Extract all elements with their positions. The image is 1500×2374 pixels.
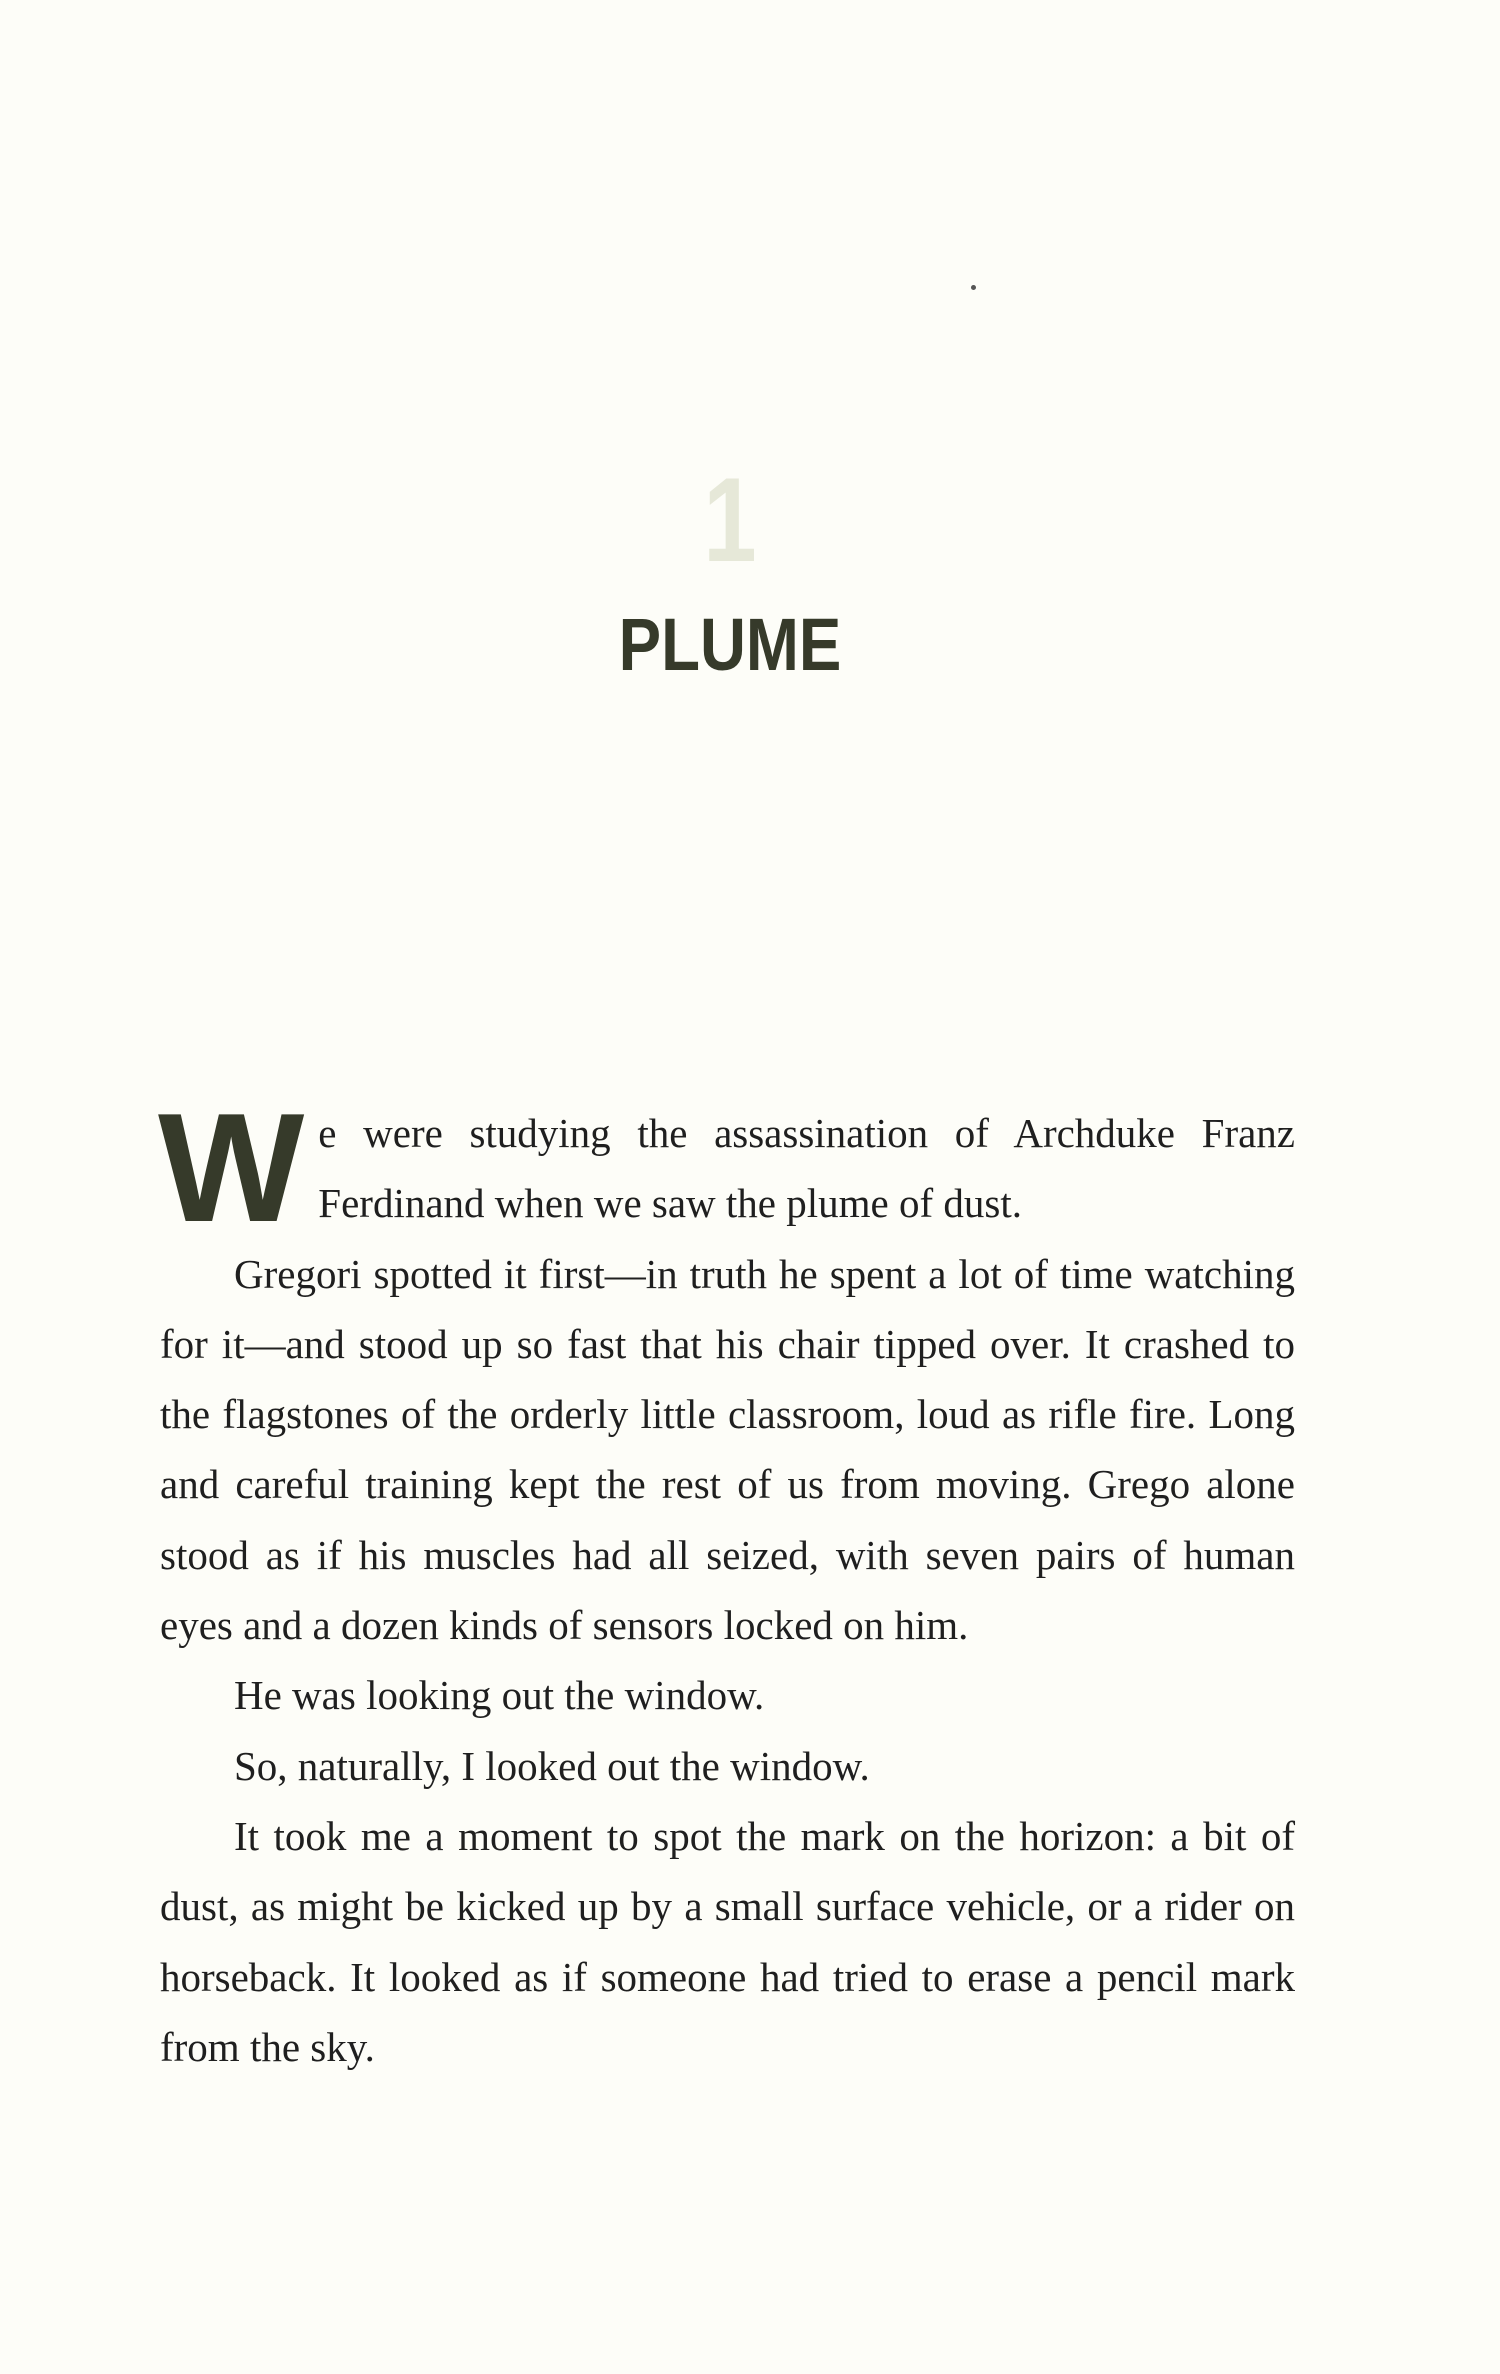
chapter-title: PLUME [618, 603, 842, 686]
paragraph-2: Gregori spotted it first—in truth he spent a lot of time watching for it—and stood up so fast that his chair tipped over. It crashed to the flagstones of the orderly little classroom, loud as rifle fire. Long and careful training kept the rest of us from moving. Grego alone stood as if his muscles had all seized, with seven pairs of human eyes and a dozen kinds of sensors locked on him. [160, 1250, 1295, 1649]
chapter-number: 1 [703, 453, 757, 587]
drop-cap: W [158, 1081, 305, 1254]
paragraph-3: He was looking out the window. [234, 1672, 765, 1719]
paragraph-5: It took me a moment to spot the mark on the horizon: a bit of dust, as might be kicked up by a small surface vehicle, or a rider on horseback. It looked as if someone had tried to erase a pencil mark from the sky. [160, 1812, 1295, 2070]
ink-speck [971, 285, 976, 290]
paragraph-4: So, naturally, I looked out the window. [234, 1742, 870, 1789]
paragraph-1 [158, 1081, 1295, 1254]
paragraph-1-text: e were studying the assassination of Archduke Franz Ferdinand when we saw the plume of dust. [318, 1110, 1295, 1227]
chapter-body [158, 1081, 1295, 2082]
